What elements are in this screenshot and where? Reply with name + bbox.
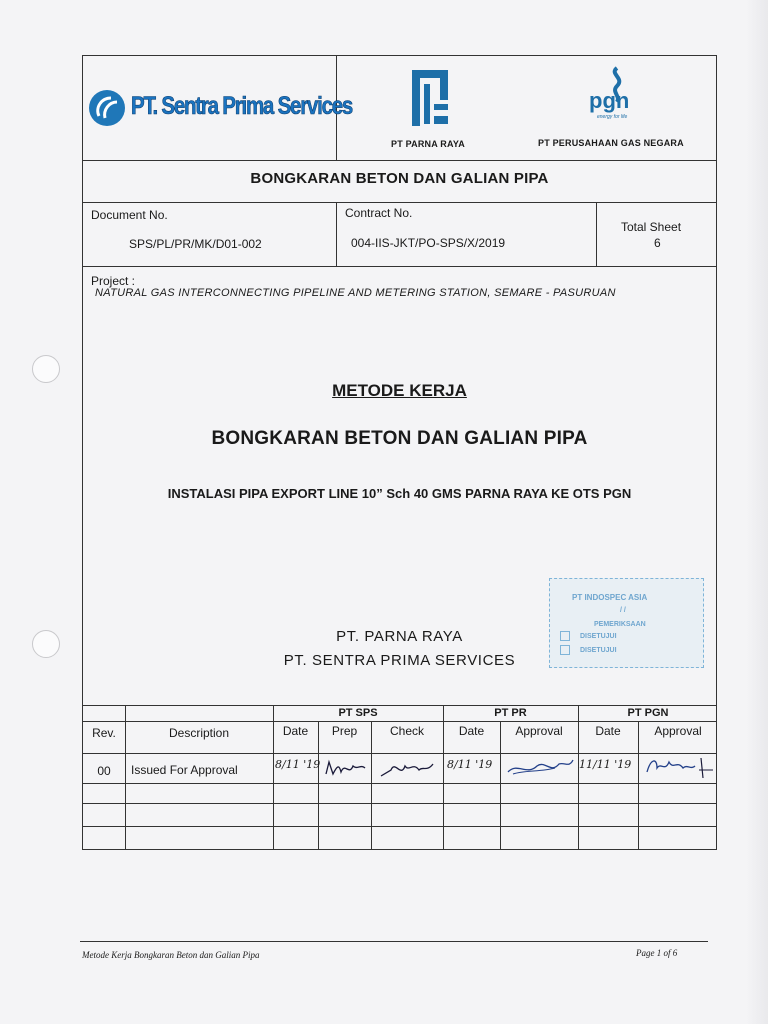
row-sps-date: 8/11 '19: [275, 758, 321, 771]
stamp-line: / /: [620, 607, 626, 614]
main-title: BONGKARAN BETON DAN GALIAN PIPA: [211, 428, 588, 449]
col-pr-date: Date: [458, 724, 485, 738]
sub-title: INSTALASI PIPA EXPORT LINE 10” Sch 40 GMS PARNA RAYA KE OTS PGN: [167, 486, 632, 501]
document-no-value: SPS/PL/PR/MK/D01-002: [129, 237, 262, 251]
total-sheet-label: Total Sheet: [621, 220, 682, 234]
rule: [83, 721, 716, 722]
row-pgn-date: 11/11 '19: [579, 758, 632, 771]
col-rev: Rev.: [92, 726, 116, 740]
stamp-checkbox: [560, 645, 570, 655]
signature-pgn-approval: [643, 754, 715, 780]
rule: [318, 721, 319, 850]
sps-logo-text: PT. Sentra Prima Services: [131, 92, 353, 120]
footer-title: Metode Kerja Bongkaran Beton dan Galian Pipa: [82, 950, 260, 960]
rule: [83, 783, 716, 784]
stamp-line: PEMERIKSAAN: [594, 621, 646, 628]
stamp-line: DISETUJUI: [580, 633, 617, 640]
group-pt-sps: PT SPS: [338, 707, 378, 719]
inspection-stamp: [549, 578, 704, 668]
rule: [596, 202, 597, 266]
doc-title: BONGKARAN BETON DAN GALIAN PIPA: [250, 170, 549, 187]
footer-rule: [80, 941, 708, 942]
pgn-tagline: energy for life: [597, 114, 628, 120]
pgn-label: PT PERUSAHAAN GAS NEGARA: [538, 138, 684, 148]
total-sheet-value: 6: [654, 236, 661, 250]
col-description: Description: [168, 726, 230, 740]
signature-sps-prep: [323, 756, 368, 782]
group-pt-pr: PT PR: [494, 707, 527, 719]
row-rev: 00: [97, 764, 111, 778]
stamp-line: PT INDOSPEC ASIA: [572, 593, 648, 602]
signature-sps-check: [377, 756, 437, 782]
rule: [83, 705, 716, 706]
rule: [371, 721, 372, 850]
document-no-label: Document No.: [91, 208, 168, 222]
group-pt-pgn: PT PGN: [627, 707, 669, 719]
rule: [83, 202, 716, 203]
page-edge: [746, 0, 768, 1024]
col-sps-check: Check: [389, 724, 424, 738]
sps-logo: [89, 88, 353, 128]
punch-hole-top: [32, 355, 60, 383]
row-description: Issued For Approval: [131, 763, 238, 777]
document-frame: [82, 55, 717, 850]
col-pr-approval: Approval: [515, 724, 563, 738]
company-parna-raya: PT. PARNA RAYA: [336, 628, 463, 645]
col-pgn-date: Date: [595, 724, 621, 738]
project-value: NATURAL GAS INTERCONNECTING PIPELINE AND METERING STATION, SEMARE - PASURUAN: [95, 287, 616, 299]
signature-pr-approval: [505, 756, 575, 778]
rule: [500, 721, 501, 850]
rule: [83, 803, 716, 804]
sps-badge-icon: [89, 90, 125, 126]
row-pr-date: 8/11 '19: [447, 758, 493, 771]
pgn-logo: [587, 66, 647, 126]
stamp-line: DISETUJUI: [580, 647, 617, 654]
rule: [83, 826, 716, 827]
rule: [83, 753, 716, 754]
stamp-checkbox: [560, 631, 570, 641]
contract-no-value: 004-IIS-JKT/PO-SPS/X/2019: [351, 236, 506, 250]
parna-raya-logo-icon: [408, 68, 452, 130]
col-pgn-approval: Approval: [654, 724, 702, 738]
col-sps-date: Date: [282, 724, 309, 738]
rule: [638, 721, 639, 850]
contract-no-label: Contract No.: [345, 206, 413, 220]
rule: [83, 160, 716, 161]
metode-heading: METODE KERJA: [332, 381, 467, 400]
rule: [336, 202, 337, 266]
col-sps-prep: Prep: [331, 724, 358, 738]
footer-page: Page 1 of 6: [636, 948, 678, 958]
rule: [83, 266, 716, 267]
punch-hole-bottom: [32, 630, 60, 658]
project-label: Project :: [91, 274, 136, 288]
company-sentra-prima: PT. SENTRA PRIMA SERVICES: [283, 652, 516, 669]
parna-raya-label: PT PARNA RAYA: [391, 139, 465, 149]
pgn-logo-text: pgn: [589, 88, 630, 113]
